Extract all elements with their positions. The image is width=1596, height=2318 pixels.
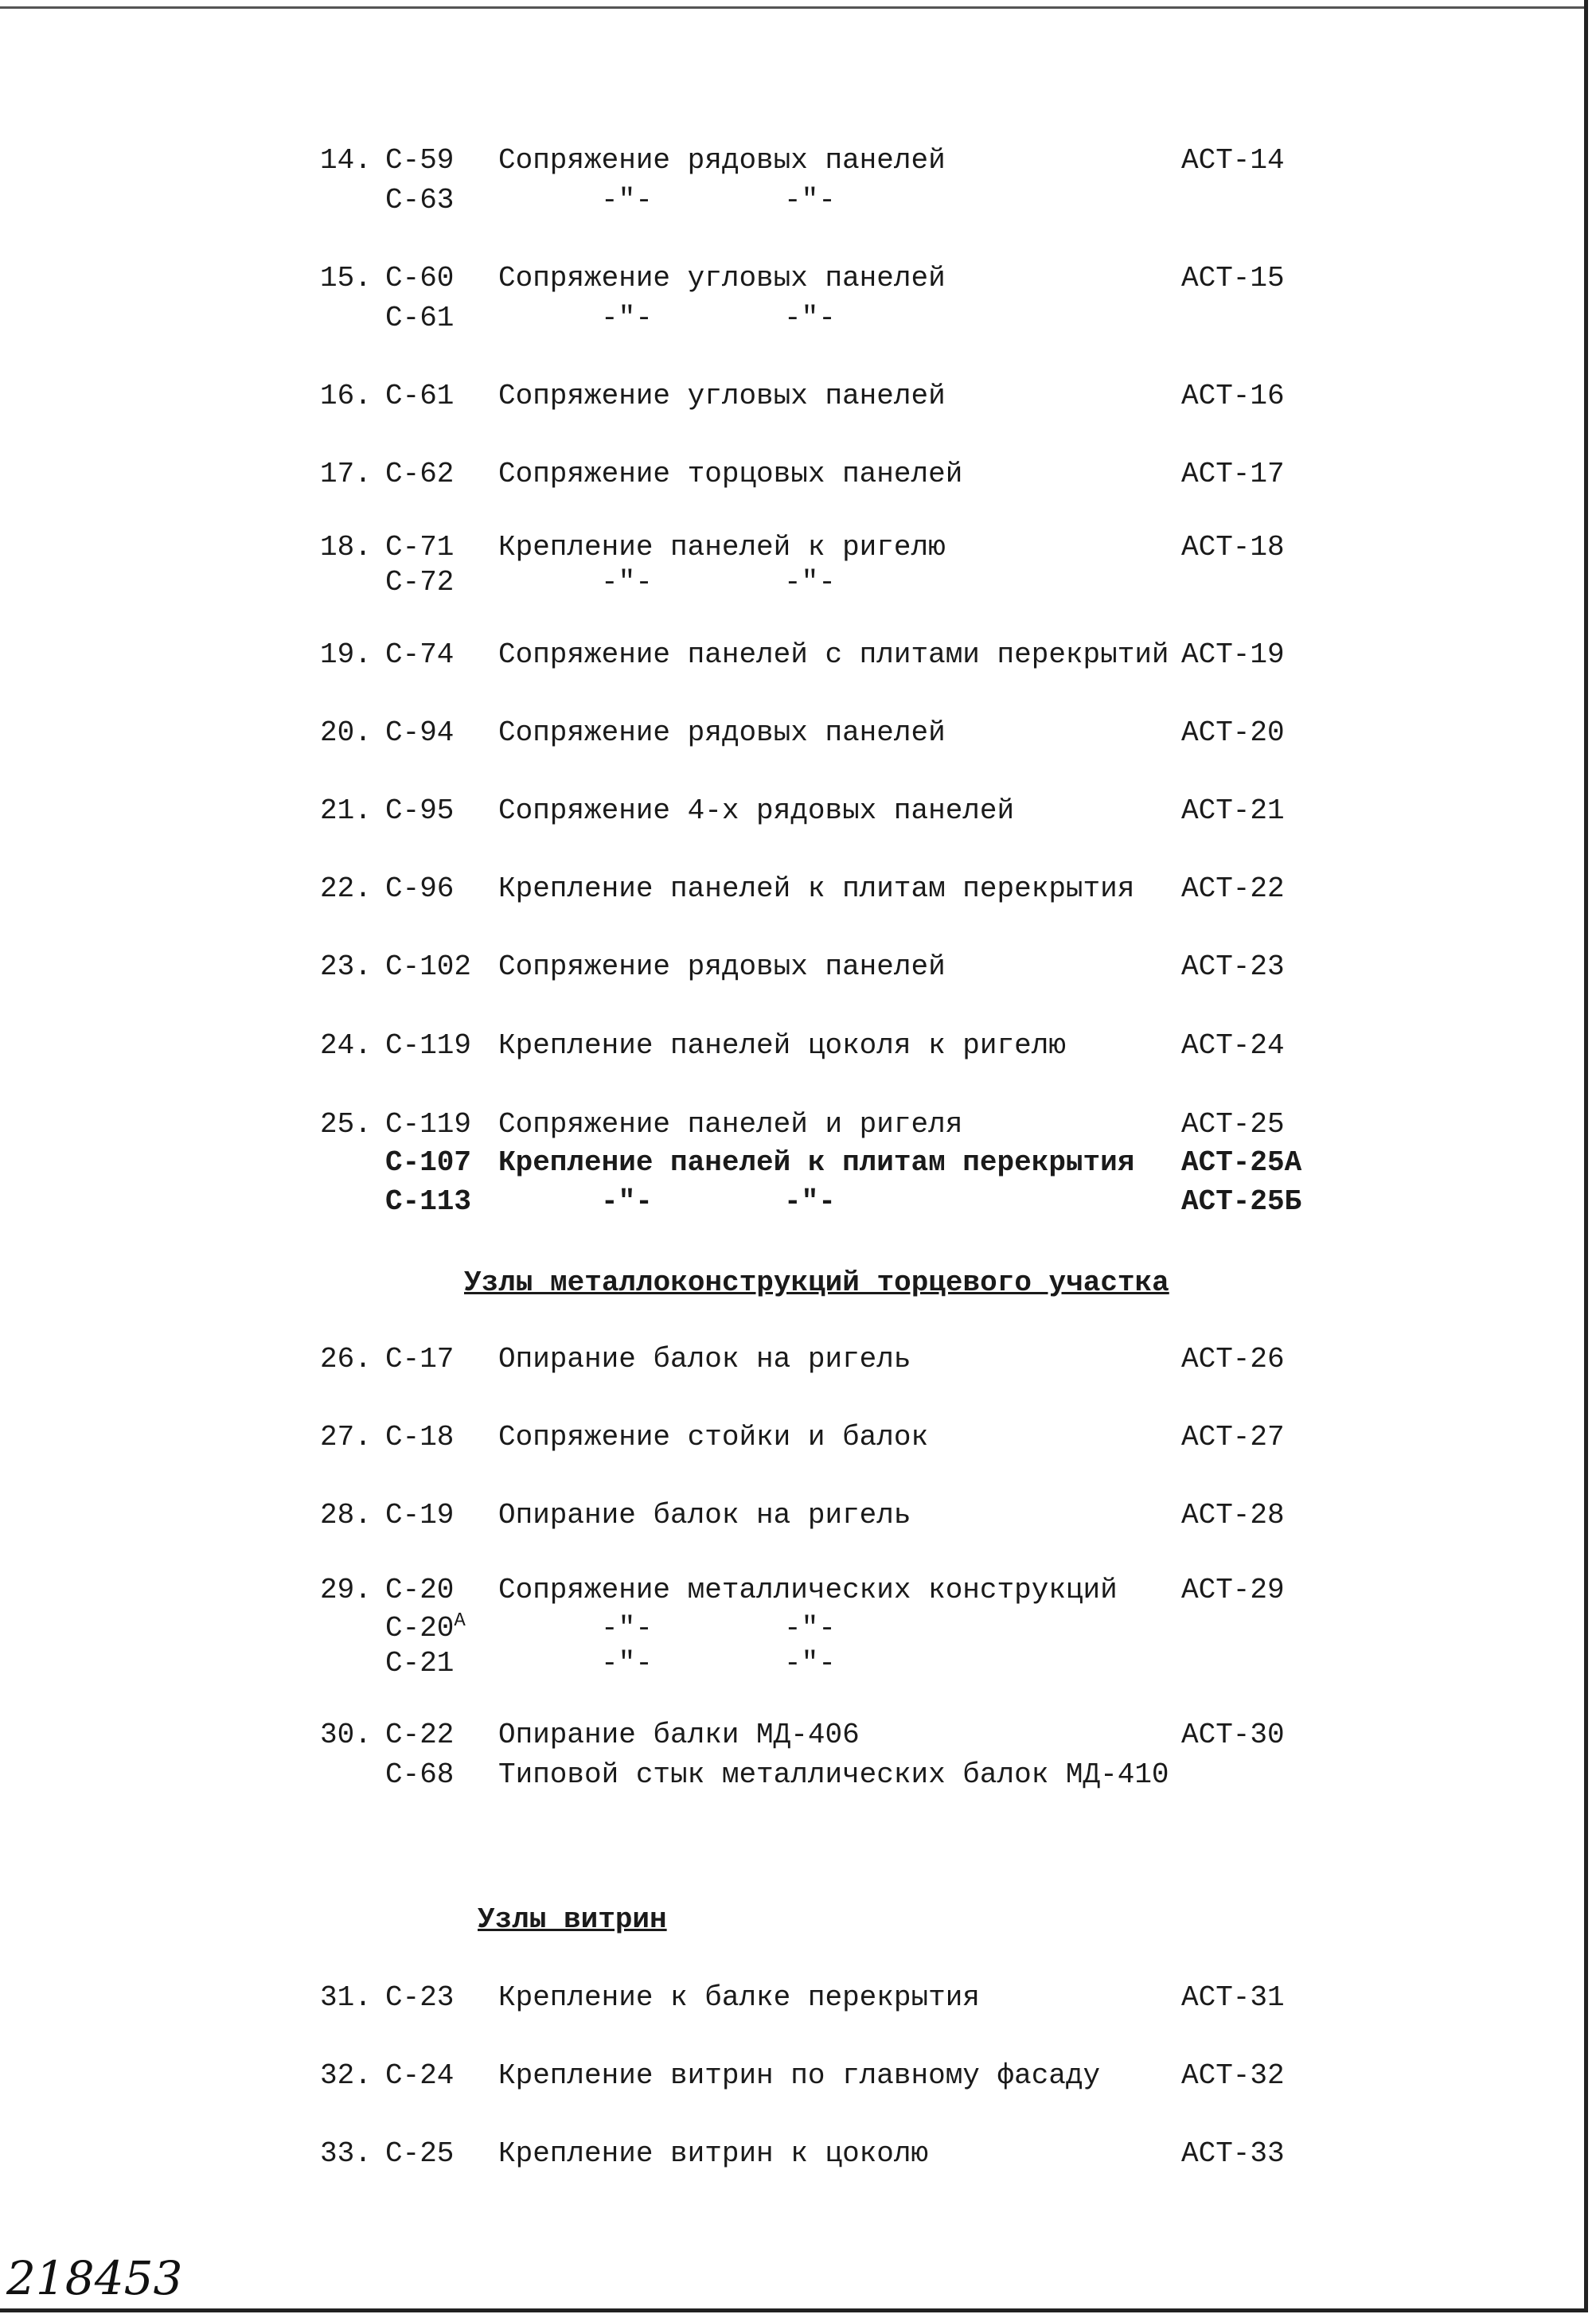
drawing-code (385, 185, 454, 217)
sheet-reference: АСТ-16 (1181, 380, 1285, 412)
entry-description: Сопряжение металлических конструкций (498, 1574, 1118, 1606)
ditto-mark: -"- (601, 302, 653, 334)
sheet-reference: АСТ-15 (1181, 262, 1285, 295)
sheet-reference: АСТ-25А (1181, 1146, 1302, 1179)
drawing-code-text: С-74 (385, 638, 455, 671)
ditto-mark: -"- (784, 1185, 836, 1218)
drawing-code (385, 2138, 454, 2170)
drawing-code (385, 1422, 454, 1454)
drawing-code (385, 380, 454, 412)
sheet-reference: АСТ-30 (1181, 1719, 1285, 1751)
sheet-reference: АСТ-21 (1181, 794, 1285, 827)
drawing-code-text: С-19 (385, 1499, 455, 1532)
page-border-bottom (0, 2308, 1588, 2312)
drawing-code-text: С-18 (385, 1421, 455, 1454)
sheet-reference: АСТ-25 (1181, 1108, 1285, 1141)
drawing-code-text: С-102 (385, 950, 472, 983)
drawing-code (385, 263, 454, 295)
entry-number: 19. (320, 638, 372, 671)
drawing-code (385, 639, 454, 671)
drawing-code-text: С-72 (385, 566, 455, 599)
drawing-code-text: С-22 (385, 1719, 455, 1751)
sheet-reference: АСТ-26 (1181, 1343, 1285, 1376)
sheet-reference: АСТ-28 (1181, 1499, 1285, 1532)
entry-description: Сопряжение панелей с плитами перекрытий (498, 638, 1169, 671)
ditto-mark: -"- (601, 1647, 653, 1680)
entry-description: Сопряжение угловых панелей (498, 380, 946, 412)
entry-number: 22. (320, 872, 372, 905)
sheet-reference: АСТ-25Б (1181, 1185, 1302, 1218)
ditto-mark: -"- (784, 566, 836, 599)
drawing-code (385, 1109, 471, 1141)
ditto-mark: -"- (601, 1612, 653, 1645)
drawing-code (385, 1982, 454, 2014)
ditto-mark: -"- (784, 302, 836, 334)
ditto-mark: -"- (784, 184, 836, 217)
drawing-code-text: С-95 (385, 794, 455, 827)
entry-description: Крепление панелей цоколя к ригелю (498, 1029, 1066, 1062)
page-border-right (1584, 0, 1588, 2312)
ditto-mark: -"- (601, 566, 653, 599)
drawing-code-text: С-68 (385, 1758, 455, 1791)
entry-description: Сопряжение рядовых панелей (498, 144, 946, 177)
entry-number: 14. (320, 144, 372, 177)
entry-description: Опирание балок на ригель (498, 1343, 911, 1376)
drawing-code (385, 1575, 454, 1606)
handwritten-inventory-number: 218453 (6, 2251, 183, 2305)
drawing-code (385, 1500, 454, 1532)
drawing-code-text: С-113 (385, 1185, 472, 1218)
entry-number: 16. (320, 380, 372, 412)
entry-number: 17. (320, 458, 372, 490)
drawing-code-text: С-61 (385, 380, 455, 412)
entry-description: Опирание балок на ригель (498, 1499, 911, 1532)
entry-number: 25. (320, 1108, 372, 1141)
sheet-reference: АСТ-19 (1181, 638, 1285, 671)
entry-number: 18. (320, 531, 372, 564)
entry-description: Крепление к балке перекрытия (498, 1981, 980, 2014)
drawing-code-text: С-20 (385, 1612, 455, 1645)
drawing-code (385, 532, 454, 564)
entry-number: 31. (320, 1981, 372, 2014)
sheet-reference: АСТ-27 (1181, 1421, 1285, 1454)
entry-number: 27. (320, 1421, 372, 1454)
drawing-code-text: С-21 (385, 1647, 455, 1680)
drawing-code (385, 1759, 454, 1791)
drawing-code (385, 1147, 471, 1179)
drawing-code (385, 1648, 454, 1680)
drawing-code (385, 1186, 471, 1218)
drawing-code-text: С-24 (385, 2059, 455, 2092)
entry-number: 24. (320, 1029, 372, 1062)
entry-description: Сопряжение стойки и балок (498, 1421, 929, 1454)
drawing-code-text: С-71 (385, 531, 455, 564)
drawing-code (385, 951, 471, 983)
drawing-code (385, 567, 454, 599)
sheet-reference: АСТ-24 (1181, 1029, 1285, 1062)
drawing-code-text: С-25 (385, 2137, 455, 2170)
drawing-code-text: С-96 (385, 872, 455, 905)
entry-description: Типовой стык металлических балок МД-410 (498, 1758, 1169, 1791)
entry-description: Сопряжение 4-х рядовых панелей (498, 794, 1015, 827)
section-heading: Узлы витрин (478, 1903, 667, 1936)
entry-description: Крепление витрин к цоколю (498, 2137, 929, 2170)
sheet-reference: АСТ-33 (1181, 2137, 1285, 2170)
sheet-reference: АСТ-29 (1181, 1574, 1285, 1606)
drawing-code (385, 1030, 471, 1062)
ditto-mark: -"- (784, 1612, 836, 1645)
ditto-mark: -"- (601, 184, 653, 217)
drawing-code-text: С-59 (385, 144, 455, 177)
drawing-code (385, 459, 454, 490)
entry-description: Сопряжение панелей и ригеля (498, 1108, 963, 1141)
entry-number: 33. (320, 2137, 372, 2170)
entry-description: Сопряжение торцовых панелей (498, 458, 963, 490)
entry-description: Опирание балки МД-406 (498, 1719, 860, 1751)
entry-description: Крепление панелей к плитам перекрытия (498, 1146, 1135, 1179)
entry-description: Сопряжение рядовых панелей (498, 716, 946, 749)
page-border-top (0, 6, 1588, 9)
entry-number: 26. (320, 1343, 372, 1376)
drawing-code (385, 2060, 454, 2092)
sheet-reference: АСТ-31 (1181, 1981, 1285, 2014)
drawing-code-text: С-94 (385, 716, 455, 749)
drawing-code-text: С-60 (385, 262, 455, 295)
drawing-code (385, 795, 454, 827)
entry-number: 20. (320, 716, 372, 749)
sheet-reference: АСТ-14 (1181, 144, 1285, 177)
entry-description: Крепление витрин по главному фасаду (498, 2059, 1101, 2092)
drawing-code (385, 717, 454, 749)
drawing-code-text: С-20 (385, 1574, 455, 1606)
entry-number: 30. (320, 1719, 372, 1751)
entry-description: Сопряжение рядовых панелей (498, 950, 946, 983)
drawing-code-text: С-23 (385, 1981, 455, 2014)
entry-number: 29. (320, 1574, 372, 1606)
code-superscript: А (454, 1610, 466, 1632)
drawing-code-text: С-62 (385, 458, 455, 490)
entry-number: 32. (320, 2059, 372, 2092)
entry-number: 23. (320, 950, 372, 983)
entry-description: Крепление панелей к ригелю (498, 531, 946, 564)
drawing-code-text: С-119 (385, 1108, 472, 1141)
sheet-reference: АСТ-17 (1181, 458, 1285, 490)
drawing-code-text: С-119 (385, 1029, 472, 1062)
drawing-code (385, 302, 454, 334)
sheet-reference: АСТ-20 (1181, 716, 1285, 749)
sheet-reference: АСТ-22 (1181, 872, 1285, 905)
ditto-mark: -"- (601, 1185, 653, 1218)
entry-number: 28. (320, 1499, 372, 1532)
drawing-code-text: С-17 (385, 1343, 455, 1376)
drawing-code (385, 145, 454, 177)
sheet-reference: АСТ-18 (1181, 531, 1285, 564)
section-heading: Узлы металлоконструкций торцевого участка (464, 1266, 1169, 1299)
drawing-code-text: С-63 (385, 184, 455, 217)
sheet-reference: АСТ-32 (1181, 2059, 1285, 2092)
ditto-mark: -"- (784, 1647, 836, 1680)
entry-description: Крепление панелей к плитам перекрытия (498, 872, 1135, 905)
drawing-code (385, 1719, 454, 1751)
entry-description: Сопряжение угловых панелей (498, 262, 946, 295)
drawing-code (385, 873, 454, 905)
entry-number: 21. (320, 794, 372, 827)
drawing-code (385, 1344, 454, 1376)
sheet-reference: АСТ-23 (1181, 950, 1285, 983)
drawing-code-text: С-61 (385, 302, 455, 334)
drawing-code (385, 1610, 466, 1645)
drawing-code-text: С-107 (385, 1146, 472, 1179)
entry-number: 15. (320, 262, 372, 295)
